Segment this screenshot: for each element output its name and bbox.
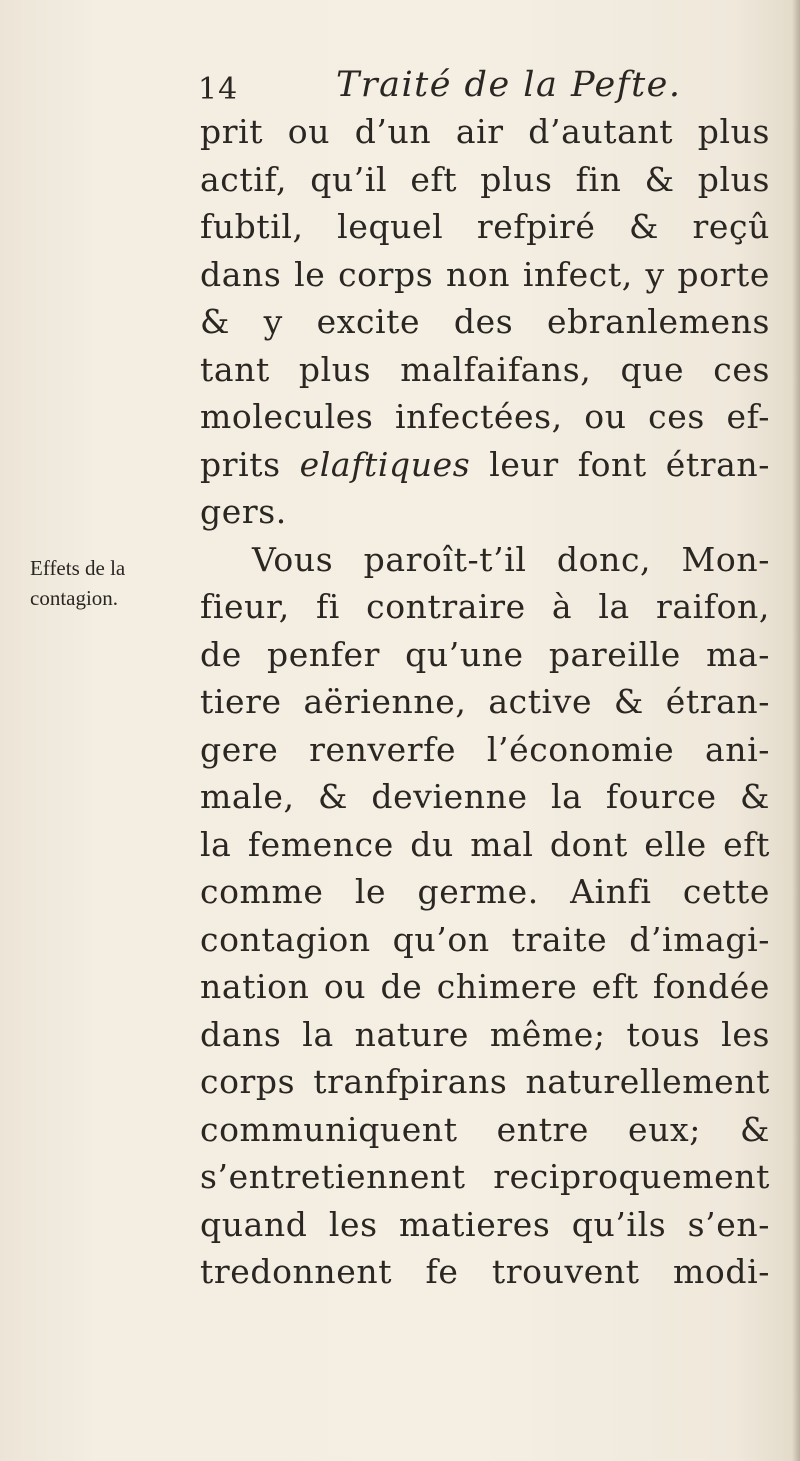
text-segment: actif, qu’il eft plus fin & plus — [200, 159, 770, 199]
text-segment: dans le corps non infect, y porte — [200, 254, 770, 294]
text-segment: prit ou d’un air d’autant plus — [200, 112, 770, 151]
text-line — [200, 583, 770, 631]
text-line — [200, 298, 770, 346]
text-line — [200, 631, 770, 679]
text-line — [200, 821, 770, 869]
text-line — [200, 1248, 770, 1296]
text-line — [200, 251, 770, 299]
running-title: Traité de la Pefte. — [336, 65, 682, 105]
text-segment: Vous paroît-t’il donc, Mon- — [252, 539, 770, 579]
text-line — [200, 393, 770, 441]
text-line — [200, 108, 770, 156]
text-segment: s’entretiennent reciproquement — [200, 1157, 770, 1196]
text-line — [200, 488, 770, 536]
text-line — [200, 1201, 770, 1249]
text-segment: tiere aërienne, active & étran- — [200, 682, 770, 721]
text-segment: tredonnent fe trouvent modi- — [200, 1252, 770, 1291]
text-line — [200, 726, 770, 774]
text-line — [200, 156, 770, 204]
text-line — [200, 963, 770, 1011]
text-line — [200, 868, 770, 916]
text-line — [200, 1011, 770, 1059]
text-segment: la femence du mal dont elle eft — [200, 824, 770, 864]
text-segment: male, & devienne la fource & — [200, 777, 770, 816]
margin-note-line: Effets de la — [30, 556, 126, 580]
text-segment: & y excite des ebranlemens — [200, 302, 770, 341]
text-segment: comme le germe. Ainfi cette — [200, 872, 770, 911]
text-segment: quand les matieres qu’ils s’en- — [200, 1204, 770, 1244]
margin-note — [30, 553, 200, 613]
text-line — [200, 346, 770, 394]
text-segment: prits — [200, 444, 300, 484]
text-line — [200, 773, 770, 821]
text-line — [200, 441, 770, 489]
text-segment: gere renverfe l’économie ani- — [200, 729, 770, 769]
text-line — [200, 536, 770, 584]
italic-text-segment: elaftiques — [299, 444, 471, 484]
page-header — [198, 62, 758, 112]
text-segment: contagion qu’on traite d’imagi- — [200, 919, 770, 959]
text-line — [200, 1106, 770, 1154]
page-edge-shadow — [792, 0, 800, 1461]
text-segment: fubtil, lequel refpiré & reçû — [200, 207, 770, 246]
text-line — [200, 1153, 770, 1201]
text-line — [200, 1058, 770, 1106]
text-segment: leur font étran- — [470, 444, 770, 484]
text-segment: de penfer qu’une pareille ma- — [200, 634, 770, 674]
text-segment: fieur, fi contraire à la raifon, — [200, 587, 770, 626]
text-segment: nation ou de chimere eft fondée — [200, 967, 770, 1006]
page-number: 14 — [198, 72, 239, 107]
text-segment: tant plus malfaifans, que ces — [200, 349, 770, 389]
text-line — [200, 916, 770, 964]
text-segment: corps tranfpirans naturellement — [200, 1062, 770, 1101]
text-line — [200, 203, 770, 251]
text-segment: dans la nature même; tous les — [200, 1014, 770, 1054]
text-segment: molecules infectées, ou ces ef- — [200, 397, 770, 436]
text-line — [200, 678, 770, 726]
margin-note-line: contagion. — [30, 586, 119, 610]
text-segment: communiquent entre eux; & — [200, 1109, 770, 1149]
text-segment: gers. — [200, 492, 287, 531]
body-text — [200, 108, 770, 1296]
